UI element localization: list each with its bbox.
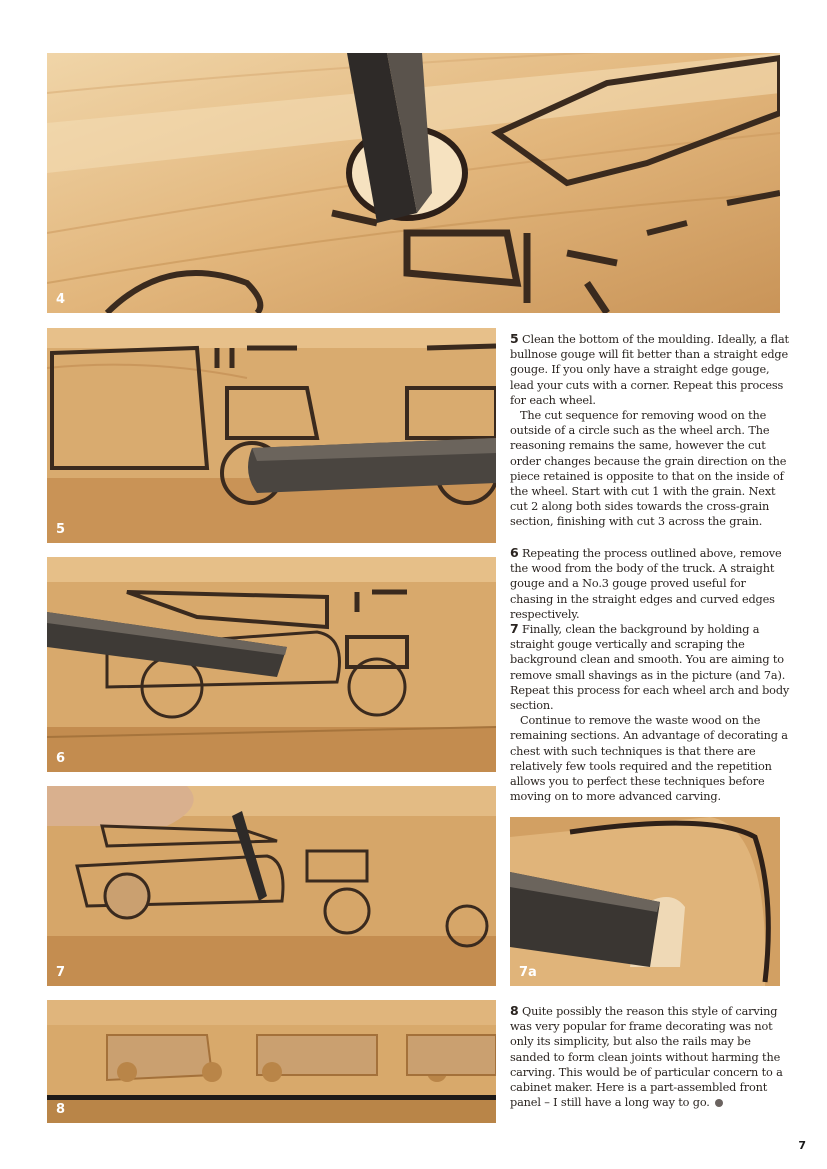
photo-6-image xyxy=(47,557,496,772)
step-7-text xyxy=(510,621,792,804)
step-6-body-1: Repeating the process outlined above, remove the wood from the body of the truck. A straight gouge and a No.3 gouge proved useful for chasing in the straight edges and curved edges respectively. xyxy=(510,547,782,621)
photo-7-image xyxy=(47,786,496,986)
photo-step-7 xyxy=(47,786,496,986)
step-7-body-2: Continue to remove the waste wood on the remaining sections. An advantage of decorating a chest with such techniques is that there are relatively few tools required and the repetition allows you to perfect these techniques before moving on to more advanced carving. xyxy=(510,714,788,804)
photo-step-8 xyxy=(47,1000,496,1123)
photo-step-5 xyxy=(47,328,496,543)
step-6-para-1 xyxy=(510,545,792,622)
photo-8-label: 8 xyxy=(56,1102,66,1117)
step-8-text xyxy=(510,1003,792,1110)
photo-7a-image xyxy=(510,817,780,986)
step-5-text xyxy=(510,331,792,530)
photo-6-label: 6 xyxy=(56,751,66,766)
step-6-text xyxy=(510,545,792,622)
photo-5-image xyxy=(47,328,496,543)
step-8-para-1 xyxy=(510,1003,792,1110)
photo-4-image xyxy=(47,53,780,313)
step-7-para-1 xyxy=(510,621,792,713)
step-5-para-1 xyxy=(510,331,792,408)
step-7-number: 7 xyxy=(510,621,519,636)
photo-step-7a xyxy=(510,817,780,986)
step-5-body-2: The cut sequence for removing wood on the outside of a circle such as the wheel arch. The reasoning remains the same, however the cut order changes because the grain direction on the piece retained is opposite to that on the inside of the wheel. Start with cut 1 with the grain. Next cut 2 along both sides towards the cross-grain section, finishing with cut 3 across the grain. xyxy=(510,409,787,529)
step-8-body-1: Quite possibly the reason this style of carving was very popular for frame decorating was not only its simplicity, but also the rails may be sanded to form clean joints without harming the carving. This would be of particular concern to a cabinet maker. Here is a part-assembled front panel – I still have a long way to go. xyxy=(510,1005,783,1110)
photo-step-4 xyxy=(47,53,780,313)
step-5-number: 5 xyxy=(510,331,519,346)
photo-5-label: 5 xyxy=(56,522,66,537)
photo-7a-label: 7a xyxy=(519,965,537,980)
step-5-body-1: Clean the bottom of the moulding. Ideally, a flat bullnose gouge will fit better than a straight edge gouge. If you only have a straight edge gouge, lead your cuts with a corner. Repeat this process for each wheel. xyxy=(510,333,789,407)
step-8-number: 8 xyxy=(510,1003,519,1018)
page-number: 7 xyxy=(798,1139,806,1152)
photo-7-label: 7 xyxy=(56,965,66,980)
end-mark-icon xyxy=(715,1099,723,1107)
step-6-number: 6 xyxy=(510,545,519,560)
photo-8-image xyxy=(47,1000,496,1123)
photo-step-6 xyxy=(47,557,496,772)
photo-4-label: 4 xyxy=(56,292,66,307)
step-7-body-1: Finally, clean the background by holding a straight gouge vertically and scraping the background clean and smooth. You are aiming to remove small shavings as in the picture (and 7a). Repeat this process for each wheel arch and body section. xyxy=(510,623,790,713)
